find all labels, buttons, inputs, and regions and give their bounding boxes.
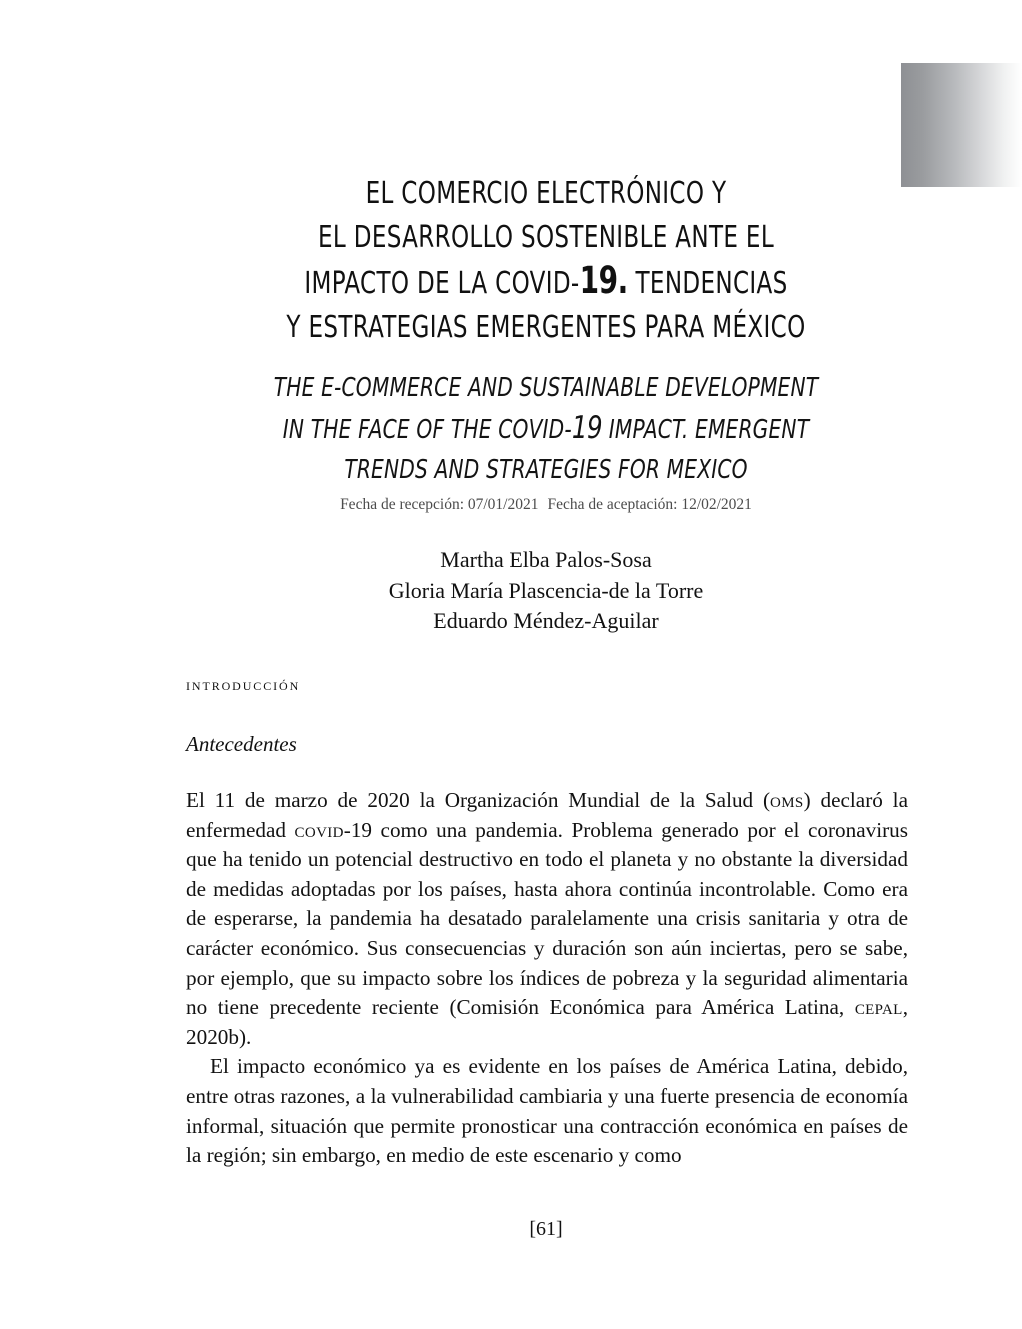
author-name: Gloria María Plascencia-de la Torre bbox=[388, 577, 704, 603]
acronym-cepal: cepal bbox=[854, 995, 903, 1020]
author-name: Martha Elba Palos-Sosa bbox=[440, 547, 652, 572]
paragraph-second: El impacto económico ya es evidente en los países de América Latina, debido, entre otras razones, a la vulnerabilidad cambiaria y una fuerte presencia de economía informal, situación que permite pronosticar una contracción económica en países de la región; sin embargo, en medio de este escenario y como bbox=[186, 1054, 908, 1168]
paragraph-text: El 11 de marzo de 2020 la Organización Mundial de la Salud ( bbox=[186, 788, 771, 812]
subtitle-covid-number: 19 bbox=[571, 410, 603, 446]
subtitle-line-1: THE E-COMMERCE AND SUSTAINABLE DEVELOPMENT bbox=[273, 373, 819, 403]
title-covid-number: 19. bbox=[579, 259, 628, 302]
section-heading-introduccion: introducción bbox=[186, 675, 301, 694]
page-number-folio: [61] bbox=[529, 1218, 563, 1240]
page-content bbox=[186, 0, 906, 1329]
acceptance-date: Fecha de aceptación: 12/02/2021 bbox=[547, 496, 752, 513]
author-name: Eduardo Méndez-Aguilar bbox=[433, 608, 659, 633]
title-line-1: EL COMERCIO ELECTRÓNICO Y bbox=[365, 176, 727, 211]
publication-dates bbox=[186, 495, 906, 515]
corner-gradient-decoration bbox=[901, 63, 1022, 187]
body-text bbox=[186, 786, 908, 1171]
subtitle-line-3: TRENDS AND STRATEGIES FOR MEXICO bbox=[344, 455, 748, 485]
title-line-4: Y ESTRATEGIAS EMERGENTES PARA MÉXICO bbox=[286, 309, 806, 345]
author-list bbox=[186, 545, 906, 637]
page-title-spanish bbox=[244, 172, 849, 349]
paragraph-text: ) declaró la enfermedad bbox=[186, 788, 908, 842]
subtitle-line-2-part-2: IMPACT. EMERGENT bbox=[608, 415, 810, 445]
acronym-oms: oms bbox=[770, 788, 804, 812]
page-title-english bbox=[229, 368, 863, 490]
paragraph-first bbox=[186, 786, 908, 1052]
title-line-2: EL DESARROLLO SOSTENIBLE ANTE EL bbox=[318, 219, 774, 255]
title-line-3-part-2: TENDENCIAS bbox=[635, 266, 788, 301]
reception-date: Fecha de recepción: 07/01/2021 bbox=[340, 496, 539, 513]
paragraph-text: , 2020b). bbox=[186, 995, 908, 1049]
subtitle-line-2-part-1: IN THE FACE OF THE COVID- bbox=[282, 415, 572, 445]
title-line-3-part-1: IMPACTO DE LA COVID- bbox=[304, 266, 580, 301]
acronym-covid: covid bbox=[294, 817, 344, 842]
paragraph-text: -19 como una pandemia. Problema generado por el coronavirus que ha tenido un potencial destructivo en todo el planeta y no obstante la diversidad de medidas adoptadas por los países, hasta ahora continúa incontrolable. Como era de esperarse, la pandemia ha desatado paralelamente una crisis sanitaria y otra de carácter económico. Sus consecuencias y duración son aún inciertas, pero se sabe, por ejemplo, que su impacto sobre los índices de pobreza y la seguridad alimentaria no tiene precedente reciente (Comisión Económica para América Latina, bbox=[186, 817, 908, 1020]
subsection-heading-antecedentes: Antecedentes bbox=[186, 732, 297, 756]
